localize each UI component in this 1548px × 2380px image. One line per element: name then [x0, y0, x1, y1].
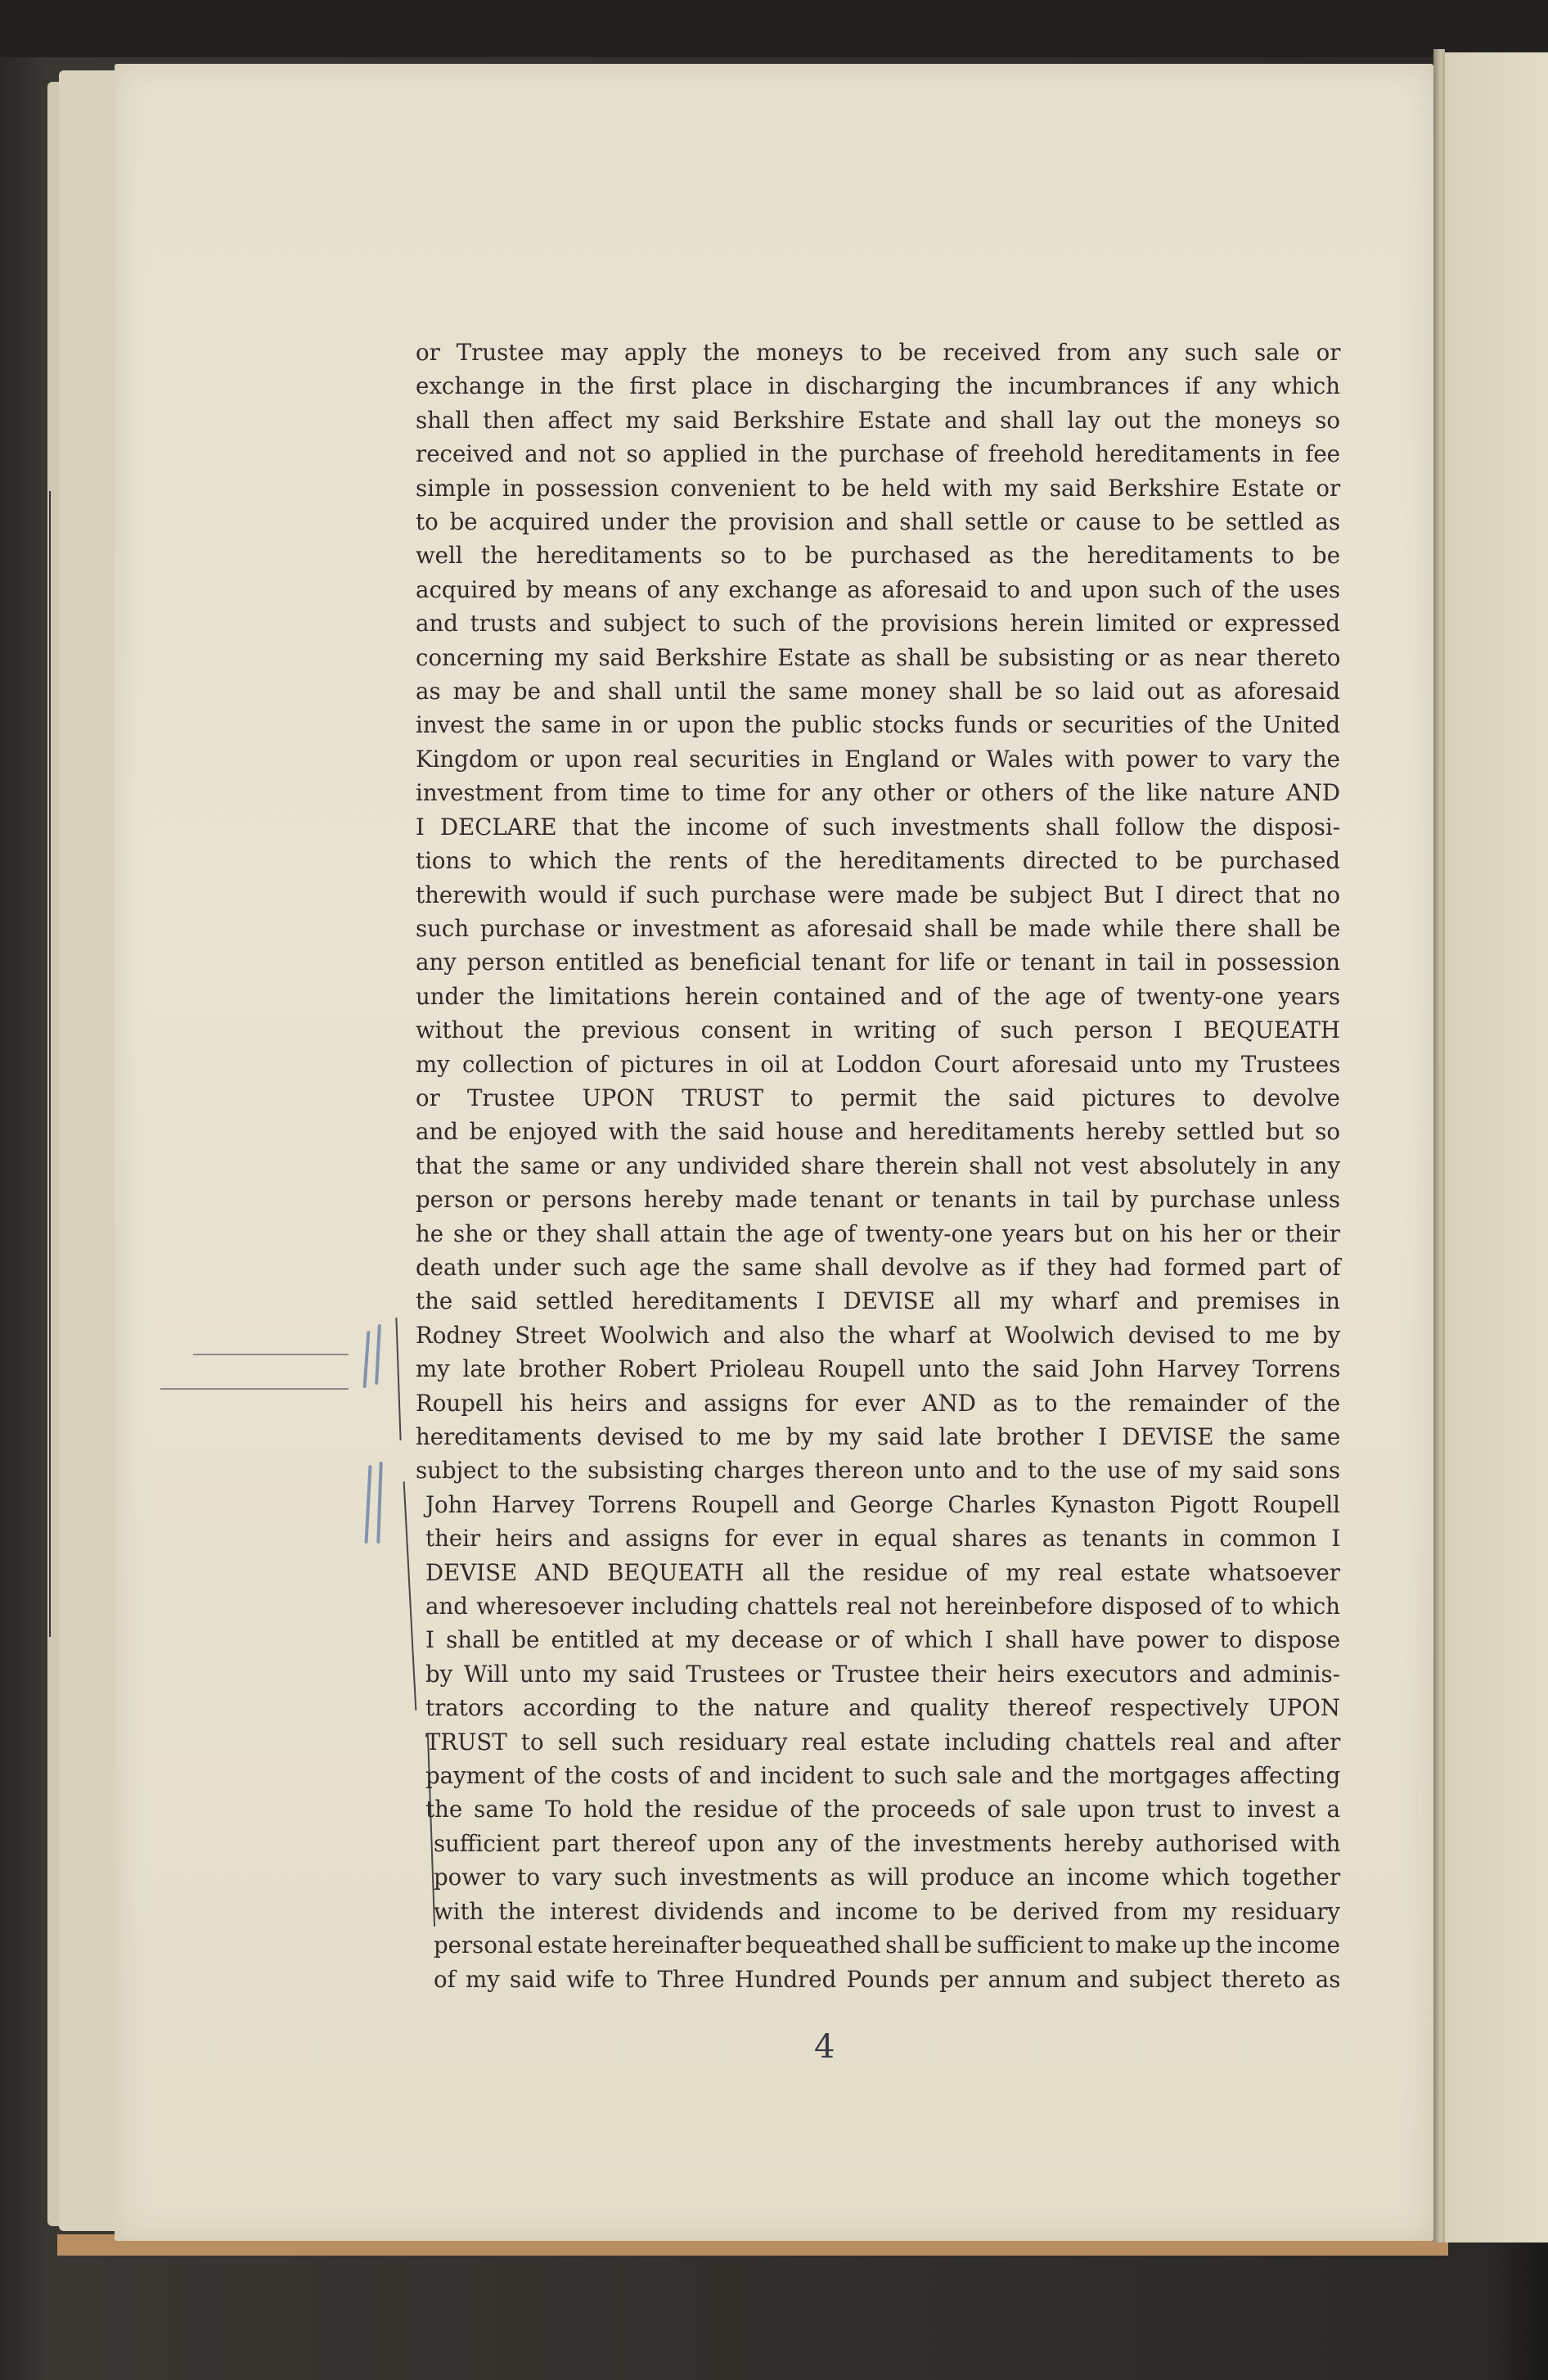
- text-line: invest the same in or upon the public stocks funds or securities of the United: [416, 711, 1341, 739]
- text-line: Roupell his heirs and assigns for ever AND as to the remainder of the: [416, 1389, 1341, 1417]
- text-line: with the interest dividends and income to be derived from my residuary: [434, 1897, 1340, 1925]
- text-line: my late brother Robert Prioleau Roupell unto the said John Harvey Torrens: [416, 1355, 1341, 1383]
- text-line: or Trustee may apply the moneys to be received from any such sale or: [416, 339, 1341, 366]
- text-line: that the same or any undivided share therein shall not vest absolutely in any: [416, 1152, 1341, 1179]
- text-line: and wheresoever including chattels real not hereinbefore disposed of to which: [425, 1593, 1340, 1620]
- text-line: personal estate hereinafter bequeathed shall be sufficient to make up the income: [434, 1931, 1340, 1959]
- text-line: by Will unto my said Trustees or Trustee their heirs executors and adminis-: [425, 1660, 1340, 1688]
- text-line: DEVISE AND BEQUEATH all the residue of my real estate whatsoever: [425, 1558, 1340, 1586]
- text-line: hereditaments devised to me by my said late brother I DEVISE the same: [416, 1423, 1341, 1450]
- text-line: I DECLARE that the income of such investments shall follow the disposi-: [416, 813, 1341, 841]
- text-line: exchange in the first place in discharging the incumbrances if any which: [416, 372, 1340, 400]
- text-line: sufficient part thereof upon any of the investments hereby authorised with: [434, 1829, 1341, 1857]
- text-line: acquired by means of any exchange as aforesaid to and upon such of the uses: [416, 575, 1340, 603]
- text-line: I shall be entitled at my decease or of which I shall have power to dispose: [425, 1626, 1341, 1654]
- pencil-margin-line: [160, 1388, 349, 1390]
- text-line: therewith would if such purchase were made be subject But I direct that no: [416, 881, 1340, 908]
- text-line: to be acquired under the provision and shall settle or cause to be settled as: [416, 508, 1340, 536]
- text-line: without the previous consent in writing of such person I BEQUEATH: [416, 1016, 1340, 1044]
- text-line: subject to the subsisting charges thereon unto and to the use of my said sons: [416, 1457, 1340, 1485]
- text-line: payment of the costs of and incident to such sale and the mortgages affecting: [425, 1762, 1341, 1790]
- text-line: trators according to the nature and quality thereof respectively UPON: [425, 1694, 1340, 1722]
- text-line: John Harvey Torrens Roupell and George Charles Kynaston Pigott Roupell: [425, 1490, 1340, 1518]
- text-line: any person entitled as beneficial tenant for life or tenant in tail in possession: [416, 949, 1341, 976]
- text-line: such purchase or investment as aforesaid shall be made while there shall be: [416, 914, 1341, 942]
- text-line: as may be and shall until the same money shall be so laid out as aforesaid: [416, 678, 1340, 705]
- text-line: and be enjoyed with the said house and hereditaments hereby settled but so: [416, 1118, 1340, 1146]
- text-line: investment from time to time for any other or others of the like nature AND: [416, 779, 1340, 807]
- text-line: or Trustee UPON TRUST to permit the said pictures to devolve: [416, 1084, 1340, 1111]
- text-line: Kingdom or upon real securities in England or Wales with power to vary the: [416, 745, 1340, 773]
- text-line: of my said wife to Three Hundred Pounds per annum and subject thereto as: [434, 1965, 1341, 1993]
- text-line: the same To hold the residue of the proceeds of sale upon trust to invest a: [425, 1796, 1341, 1823]
- text-line: he she or they shall attain the age of twenty-one years but on his her or their: [416, 1219, 1340, 1247]
- text-line: my collection of pictures in oil at Loddon Court aforesaid unto my Trustees: [416, 1050, 1341, 1078]
- binding-edge: [49, 491, 57, 1637]
- page-gutter: [1433, 49, 1445, 2243]
- text-line: their heirs and assigns for ever in equal shares as tenants in common I: [425, 1525, 1341, 1553]
- text-line: death under such age the same shall devolve as if they had formed part of: [416, 1253, 1341, 1281]
- handwritten-page-number: 4: [814, 2028, 835, 2066]
- text-line: Rodney Street Woolwich and also the wharf at Woolwich devised to me by: [416, 1321, 1341, 1349]
- text-line: person or persons hereby made tenant or tenants in tail by purchase unless: [416, 1186, 1340, 1214]
- text-line: shall then affect my said Berkshire Estate and shall lay out the moneys so: [416, 406, 1340, 434]
- text-line: the said settled hereditaments I DEVISE all my wharf and premises in: [416, 1287, 1340, 1315]
- text-line: and trusts and subject to such of the provisions herein limited or expressed: [416, 610, 1340, 638]
- text-line: received and not so applied in the purchase of freehold hereditaments in fee: [416, 440, 1340, 468]
- document-body-text: [416, 336, 1340, 1996]
- text-line: TRUST to sell such residuary real estate including chattels real and after: [425, 1728, 1341, 1756]
- text-line: under the limitations herein contained and of the age of twenty-one years: [416, 982, 1340, 1010]
- text-line: well the hereditaments so to be purchased as the hereditaments to be: [416, 542, 1341, 570]
- text-line: concerning my said Berkshire Estate as shall be subsisting or as near thereto: [416, 643, 1341, 671]
- pencil-margin-line: [193, 1354, 349, 1355]
- facing-page-edge: [1445, 52, 1548, 2243]
- text-line: power to vary such investments as will produce an income which together: [434, 1864, 1341, 1891]
- text-line: simple in possession convenient to be held with my said Berkshire Estate or: [416, 474, 1341, 502]
- book-cover-top: [0, 0, 1548, 57]
- text-line: tions to which the rents of the hereditaments directed to be purchased: [416, 847, 1340, 875]
